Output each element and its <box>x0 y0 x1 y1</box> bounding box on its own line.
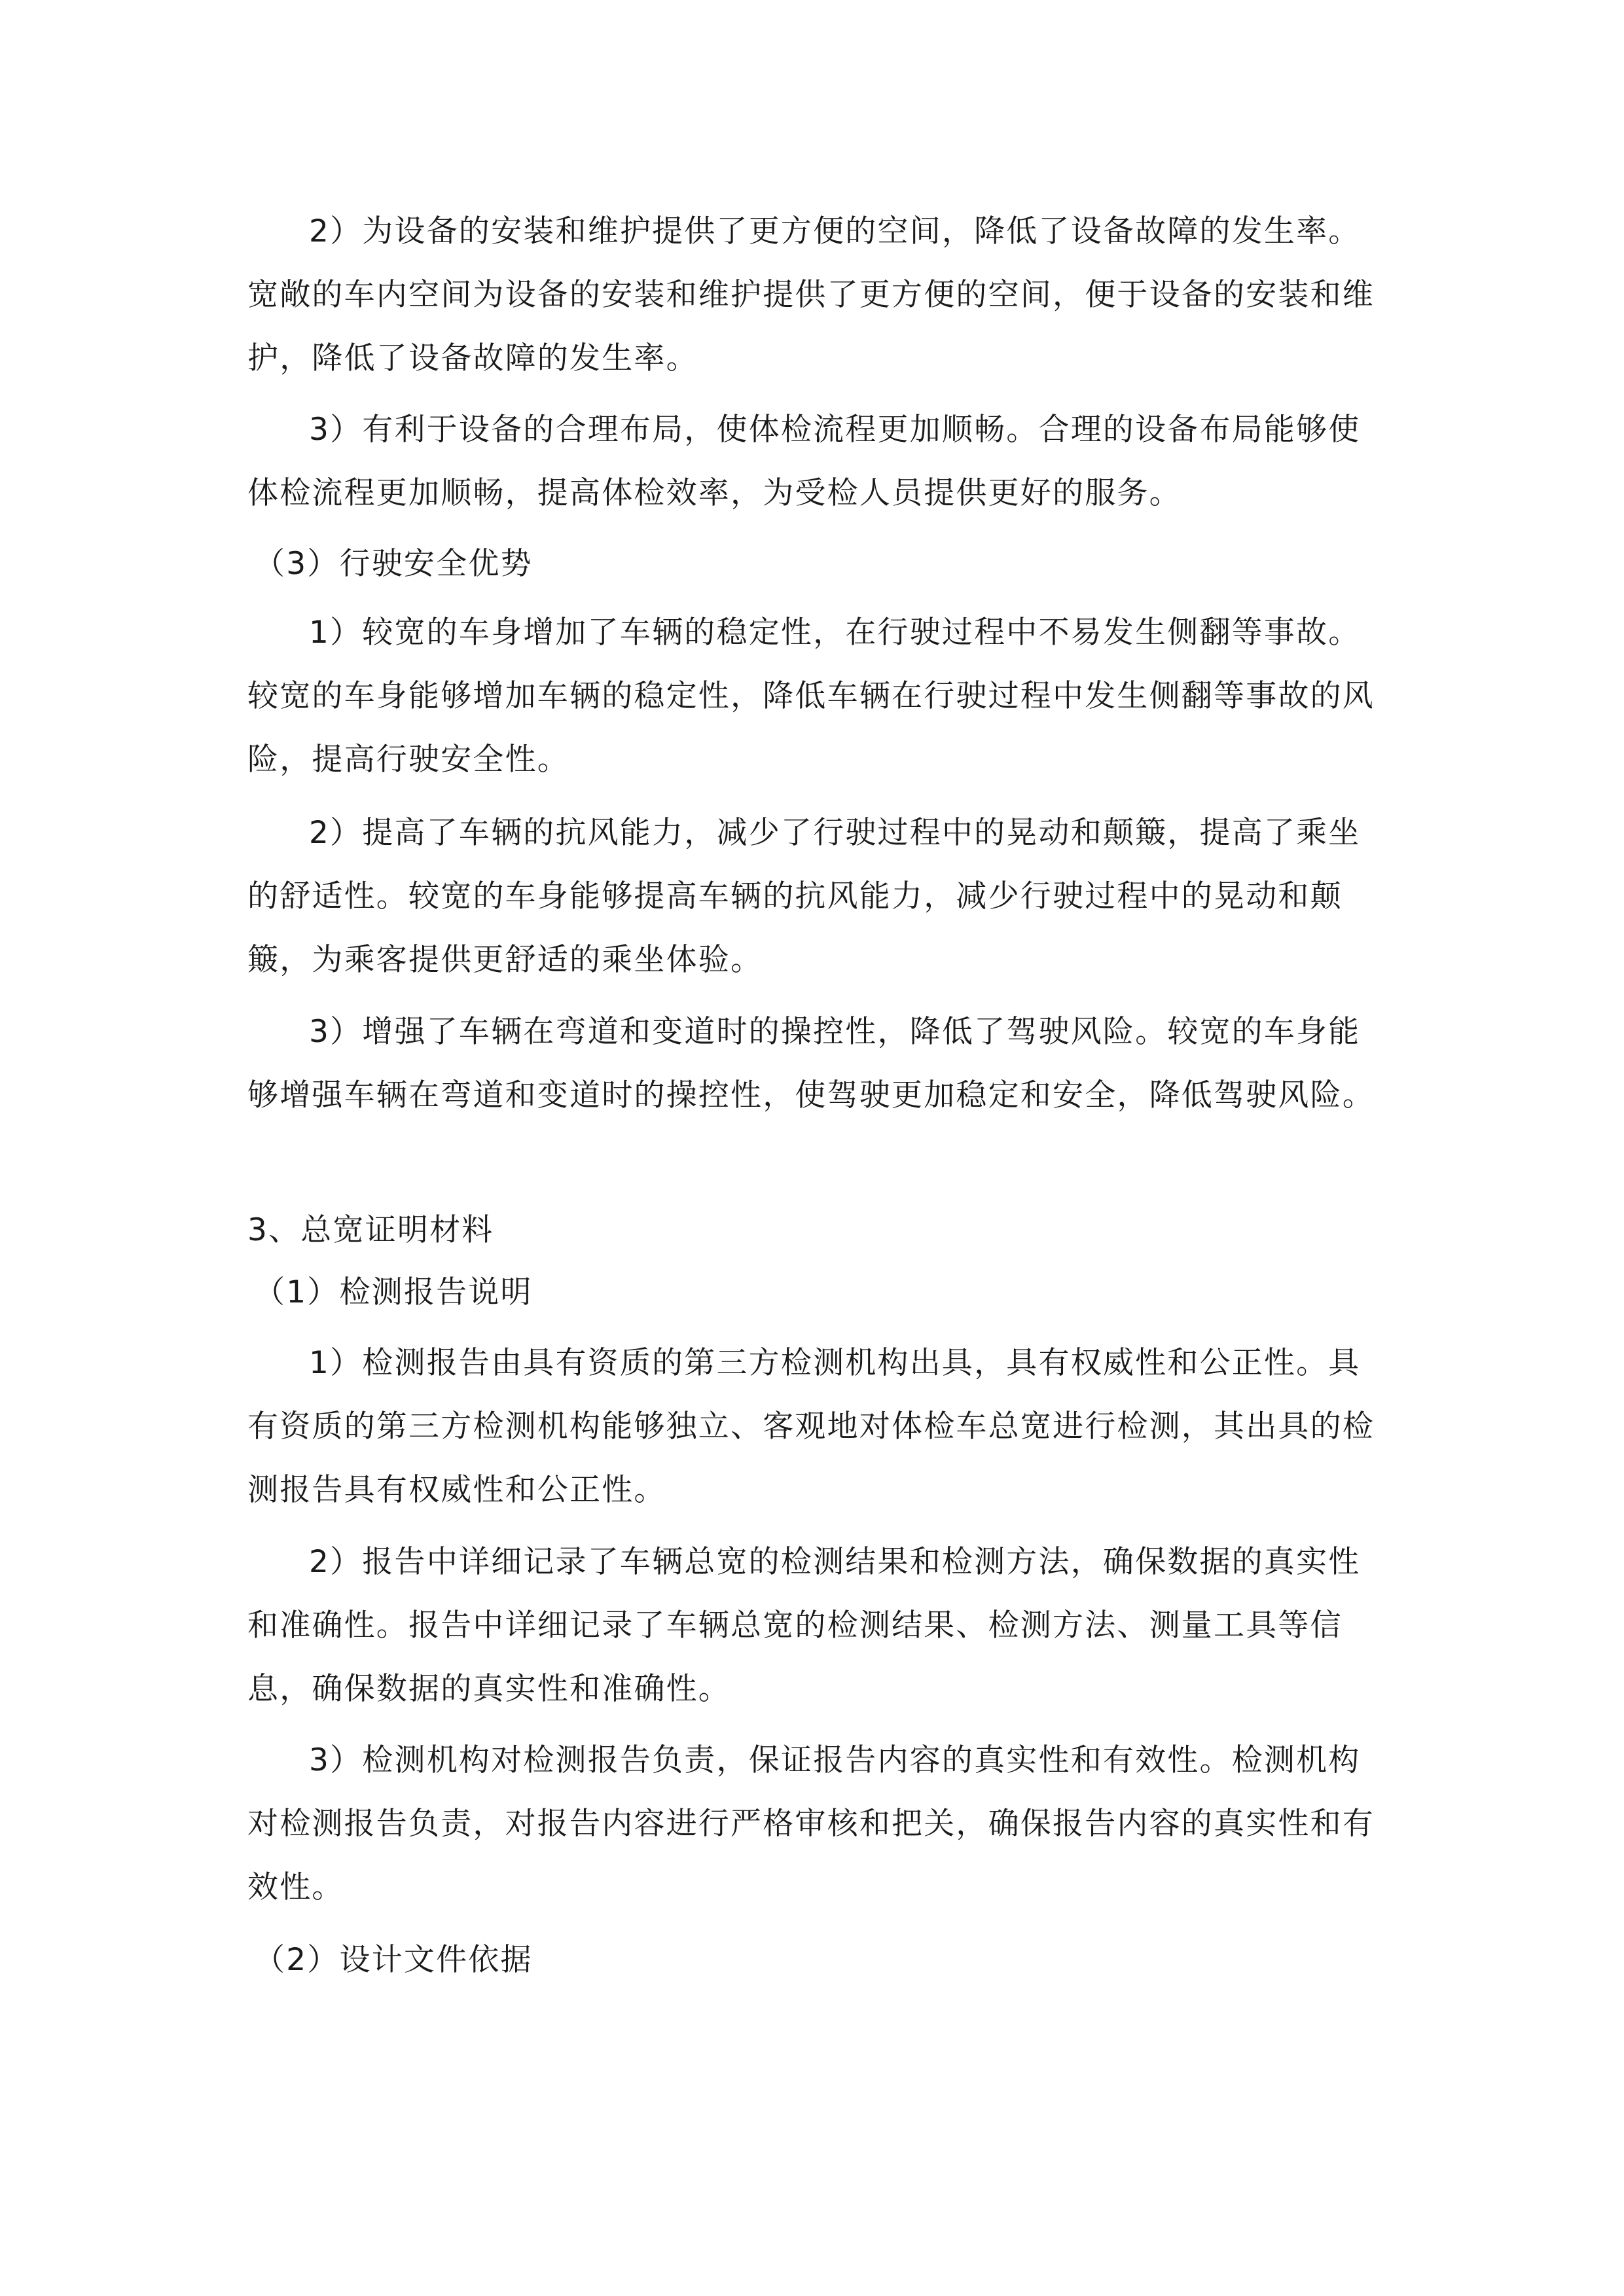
paragraph-third-party: 1）检测报告由具有资质的第三方检测机构出具，具有权威性和公正性。具有资质的第三方检测机构能够独立、客观地对体检车总宽进行检测，其出具的检测报告具有权威性和公正性。 <box>247 1345 1375 1508</box>
paragraph-equipment-layout: 3）有利于设备的合理布局，使体检流程更加顺畅。合理的设备布局能够使体检流程更加顺畅，提高体检效率，为受检人员提供更好的服务。 <box>247 412 1361 511</box>
paragraph-equipment-space: 2）为设备的安装和维护提供了更方便的空间，降低了设备故障的发生率。宽敞的车内空间为设备的安装和维护提供了更方便的空间，便于设备的安装和维护，降低了设备故障的发生率。 <box>247 213 1375 376</box>
paragraph-handling: 3）增强了车辆在弯道和变道时的操控性，降低了驾驶风险。较宽的车身能够增强车辆在弯道和变道时的操控性，使驾驶更加稳定和安全，降低驾驶风险。 <box>247 1014 1375 1113</box>
paragraph-stability: 1）较宽的车身增加了车辆的稳定性，在行驶过程中不易发生侧翻等事故。较宽的车身能够增加车辆的稳定性，降低车辆在行驶过程中发生侧翻等事故的风险，提高行驶安全性。 <box>247 615 1375 778</box>
heading-driving-safety: （3）行驶安全优势 <box>254 546 533 582</box>
heading-design-docs: （2）设计文件依据 <box>254 1942 533 1978</box>
heading-section-3: 3、总宽证明材料 <box>247 1212 494 1248</box>
heading-test-report: （1）检测报告说明 <box>254 1274 533 1310</box>
paragraph-wind-resistance: 2）提高了车辆的抗风能力，减少了行驶过程中的晃动和颠簸，提高了乘坐的舒适性。较宽的车身能够提高车辆的抗风能力，减少行驶过程中的晃动和颠簸，为乘客提供更舒适的乘坐体验。 <box>247 815 1361 978</box>
paragraph-report-details: 2）报告中详细记录了车辆总宽的检测结果和检测方法，确保数据的真实性和准确性。报告中详细记录了车辆总宽的检测结果、检测方法、测量工具等信息，确保数据的真实性和准确性。 <box>247 1544 1361 1707</box>
paragraph-agency-responsibility: 3）检测机构对检测报告负责，保证报告内容的真实性和有效性。检测机构对检测报告负责，对报告内容进行严格审核和把关，确保报告内容的真实性和有效性。 <box>247 1742 1375 1905</box>
